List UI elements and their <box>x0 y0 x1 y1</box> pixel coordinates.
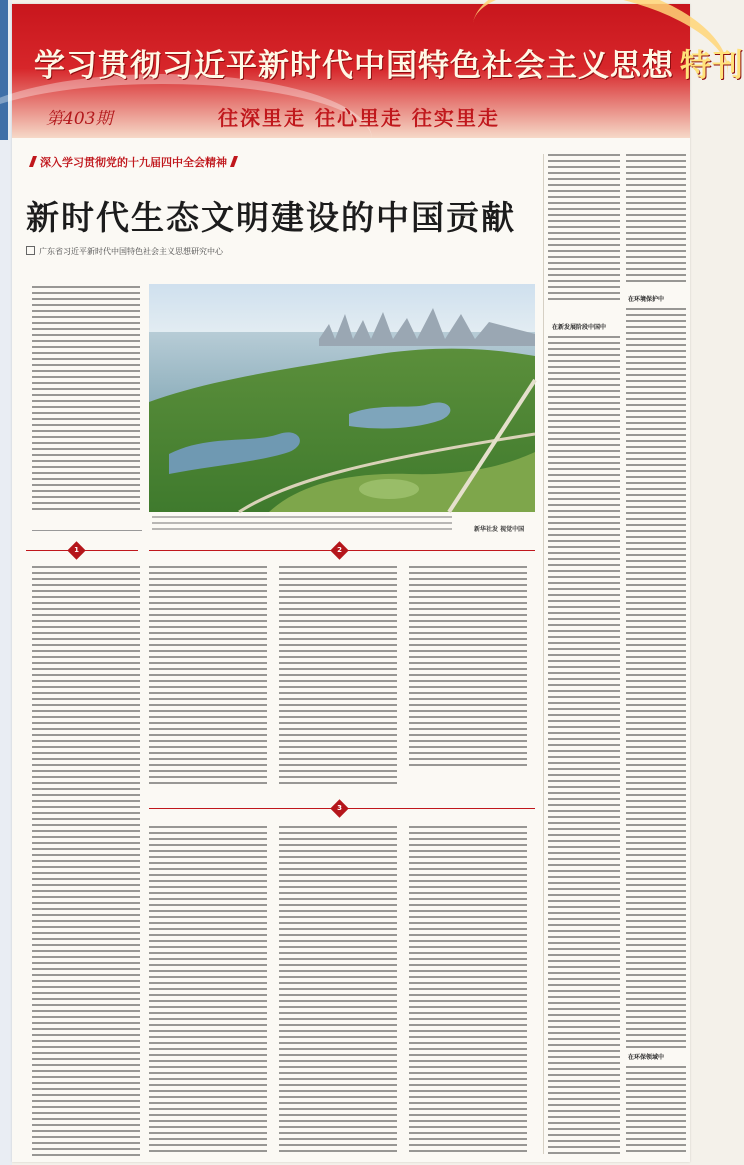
right-subhead-3: 在环保领域中 <box>628 1054 665 1061</box>
banner-motto: 往深里走 往心里走 往实里走 <box>218 106 500 130</box>
section-two-col2 <box>279 566 397 784</box>
section-one-marker: 1 <box>67 541 85 559</box>
special-issue-banner <box>12 4 744 138</box>
right-subhead-1: 在新发展阶段中国中 <box>552 324 607 331</box>
open-meadow <box>359 479 419 499</box>
article-byline: 广东省习近平新时代中国特色社会主义思想研究中心 <box>26 246 223 257</box>
section-three-col1 <box>149 826 267 1156</box>
wetland-aerial-photo <box>149 284 535 512</box>
photo-credit: 新华社发 视觉中国 <box>474 526 525 533</box>
article-kicker: 深入学习贯彻党的十九届四中全会精神 <box>26 154 241 170</box>
byline-box-icon <box>26 246 35 255</box>
white-swoosh-decoration <box>0 74 372 204</box>
special-issue-tag: 特刊 <box>680 48 744 84</box>
section-three-marker: 3 <box>330 799 348 817</box>
section-two-marker: 2 <box>330 541 348 559</box>
issue-number: 第403期 <box>46 109 113 129</box>
newspaper-page[interactable] <box>12 4 744 1162</box>
section-one-text <box>32 566 140 1156</box>
section-three-col3 <box>409 826 527 1156</box>
section-three-col2 <box>279 826 397 1156</box>
right-col1-main <box>548 336 620 1156</box>
intro-cut-line <box>32 514 142 531</box>
right-col2-bottom <box>626 1066 686 1156</box>
section-two-col3 <box>409 566 527 766</box>
banner-title: 学习贯彻习近平新时代中国特色社会主义思想 特刊 <box>34 48 744 84</box>
right-col1-top <box>548 154 620 304</box>
column-rule <box>543 154 544 1154</box>
right-subhead-2: 在环境保护中 <box>628 296 665 303</box>
article-headline: 新时代生态文明建设的中国贡献 <box>26 198 516 237</box>
section-two-col1 <box>149 566 267 784</box>
right-col2-mid <box>626 308 686 1048</box>
intro-text-block <box>32 286 140 510</box>
right-col2-top <box>626 154 686 284</box>
photo-caption <box>152 516 452 530</box>
